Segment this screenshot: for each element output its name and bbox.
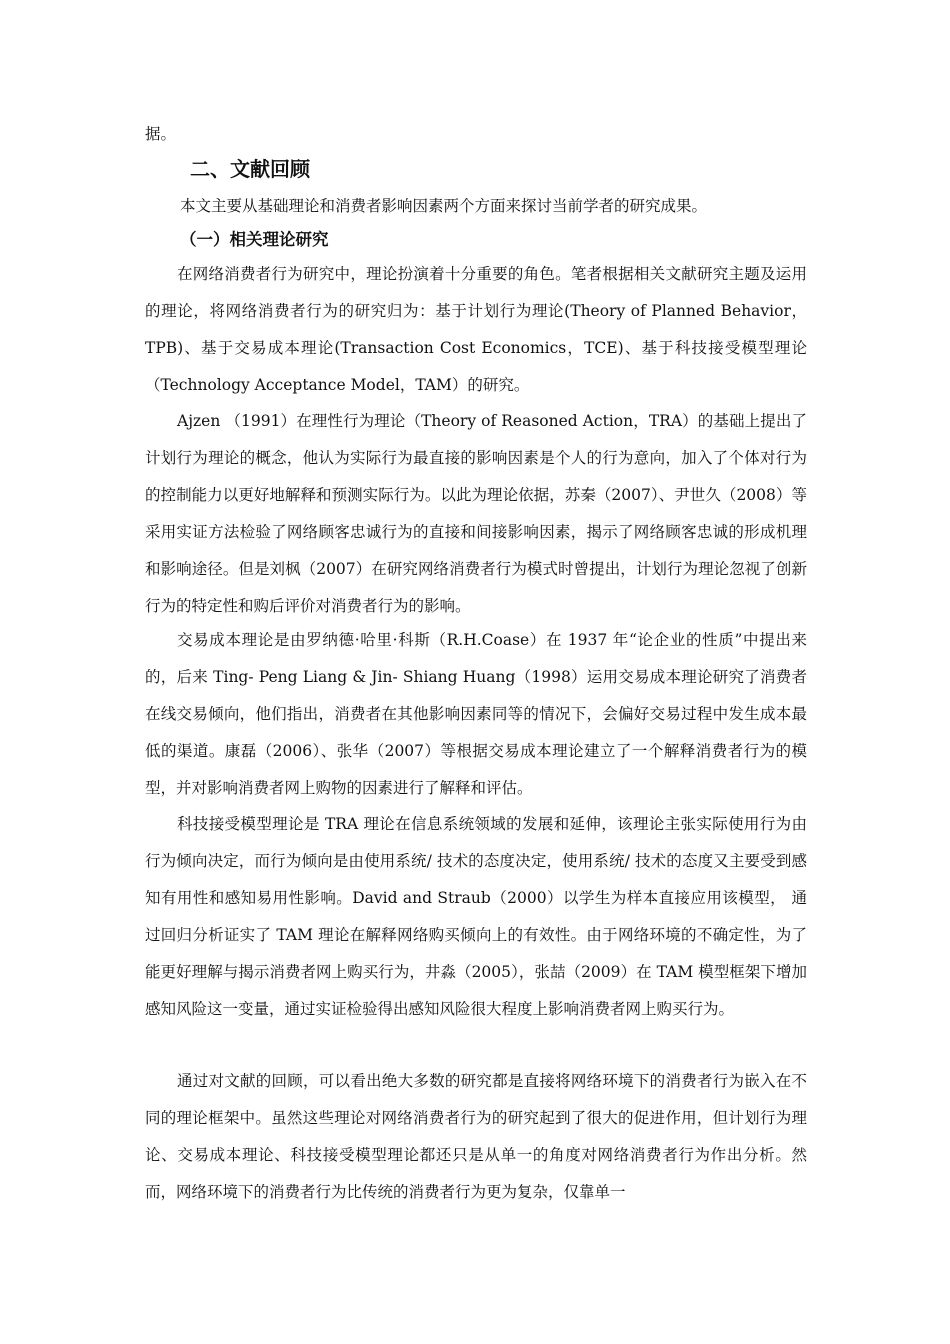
paragraph-tam: 科技接受模型理论是 TRA 理论在信息系统领域的发展和延伸，该理论主张实际使用行为由行为倾向决定，而行为倾向是由使用系统/ 技术的态度决定，使用系统/ 技术的态度又主要受到感知有用性和感知易用性影响。David and Straub（2000）以学生为样本直接应用该模型， 通过回归分析证实了 TAM 理论在解释网络购买倾向上的有效性。由于网络环境的不确定性，为了能更好理解与揭示消费者网上购买行为，井淼（2005），张喆（2009）在 TAM 模型框架下增加感知风险这一变量，通过实证检验得出感知风险很大程度上影响消费者网上购买行为。 [145, 815, 807, 1018]
subsection-heading: （一）相关理论研究 [180, 230, 329, 249]
paragraph-theory-overview: 在网络消费者行为研究中，理论扮演着十分重要的角色。笔者根据相关文献研究主题及运用的理论，将网络消费者行为的研究归为：基于计划行为理论(Theory of Planned Behavior，TPB)、基于交易成本理论(Transaction Cost Economics，TCE)、基于科技接受模型理论（Technology Acceptance Model，TAM）的研究。 [145, 265, 807, 394]
intro-paragraph: 本文主要从基础理论和消费者影响因素两个方面来探讨当前学者的研究成果。 [180, 197, 708, 215]
carry-over-line: 据。 [145, 125, 177, 143]
paragraph-summary: 通过对文献的回顾，可以看出绝大多数的研究都是直接将网络环境下的消费者行为嵌入在不同的理论框架中。虽然这些理论对网络消费者行为的研究起到了很大的促进作用，但计划行为理论、交易成本理论、科技接受模型理论都还只是从单一的角度对网络消费者行为作出分析。然而，网络环境下的消费者行为比传统的消费者行为更为复杂，仅靠单一 [145, 1072, 807, 1201]
paragraph-tpb: Ajzen （1991）在理性行为理论（Theory of Reasoned Action，TRA）的基础上提出了计划行为理论的概念，他认为实际行为最直接的影响因素是个人的行为意向，加入了个体对行为的控制能力以更好地解释和预测实际行为。以此为理论依据，苏秦（2007）、尹世久（2008）等采用实证方法检验了网络顾客忠诚行为的直接和间接影响因素，揭示了网络顾客忠诚的形成机理和影响途径。但是刘枫（2007）在研究网络消费者行为模式时曾提出，计划行为理论忽视了创新行为的特定性和购后评价对消费者行为的影响。 [145, 412, 807, 615]
paragraph-tce: 交易成本理论是由罗纳德·哈里·科斯（R.H.Coase）在 1937 年“论企业的性质”中提出来的，后来 Ting- Peng Liang & Jin- Shiang Huang（1998）运用交易成本理论研究了消费者在线交易倾向，他们指出，消费者在其他影响因素同等的情况下，会偏好交易过程中发生成本最低的渠道。康磊（2006）、张华（2007）等根据交易成本理论建立了一个解释消费者行为的模型，并对影响消费者网上购物的因素进行了解释和评估。 [145, 631, 807, 797]
section-heading: 二、文献回顾 [190, 157, 310, 181]
